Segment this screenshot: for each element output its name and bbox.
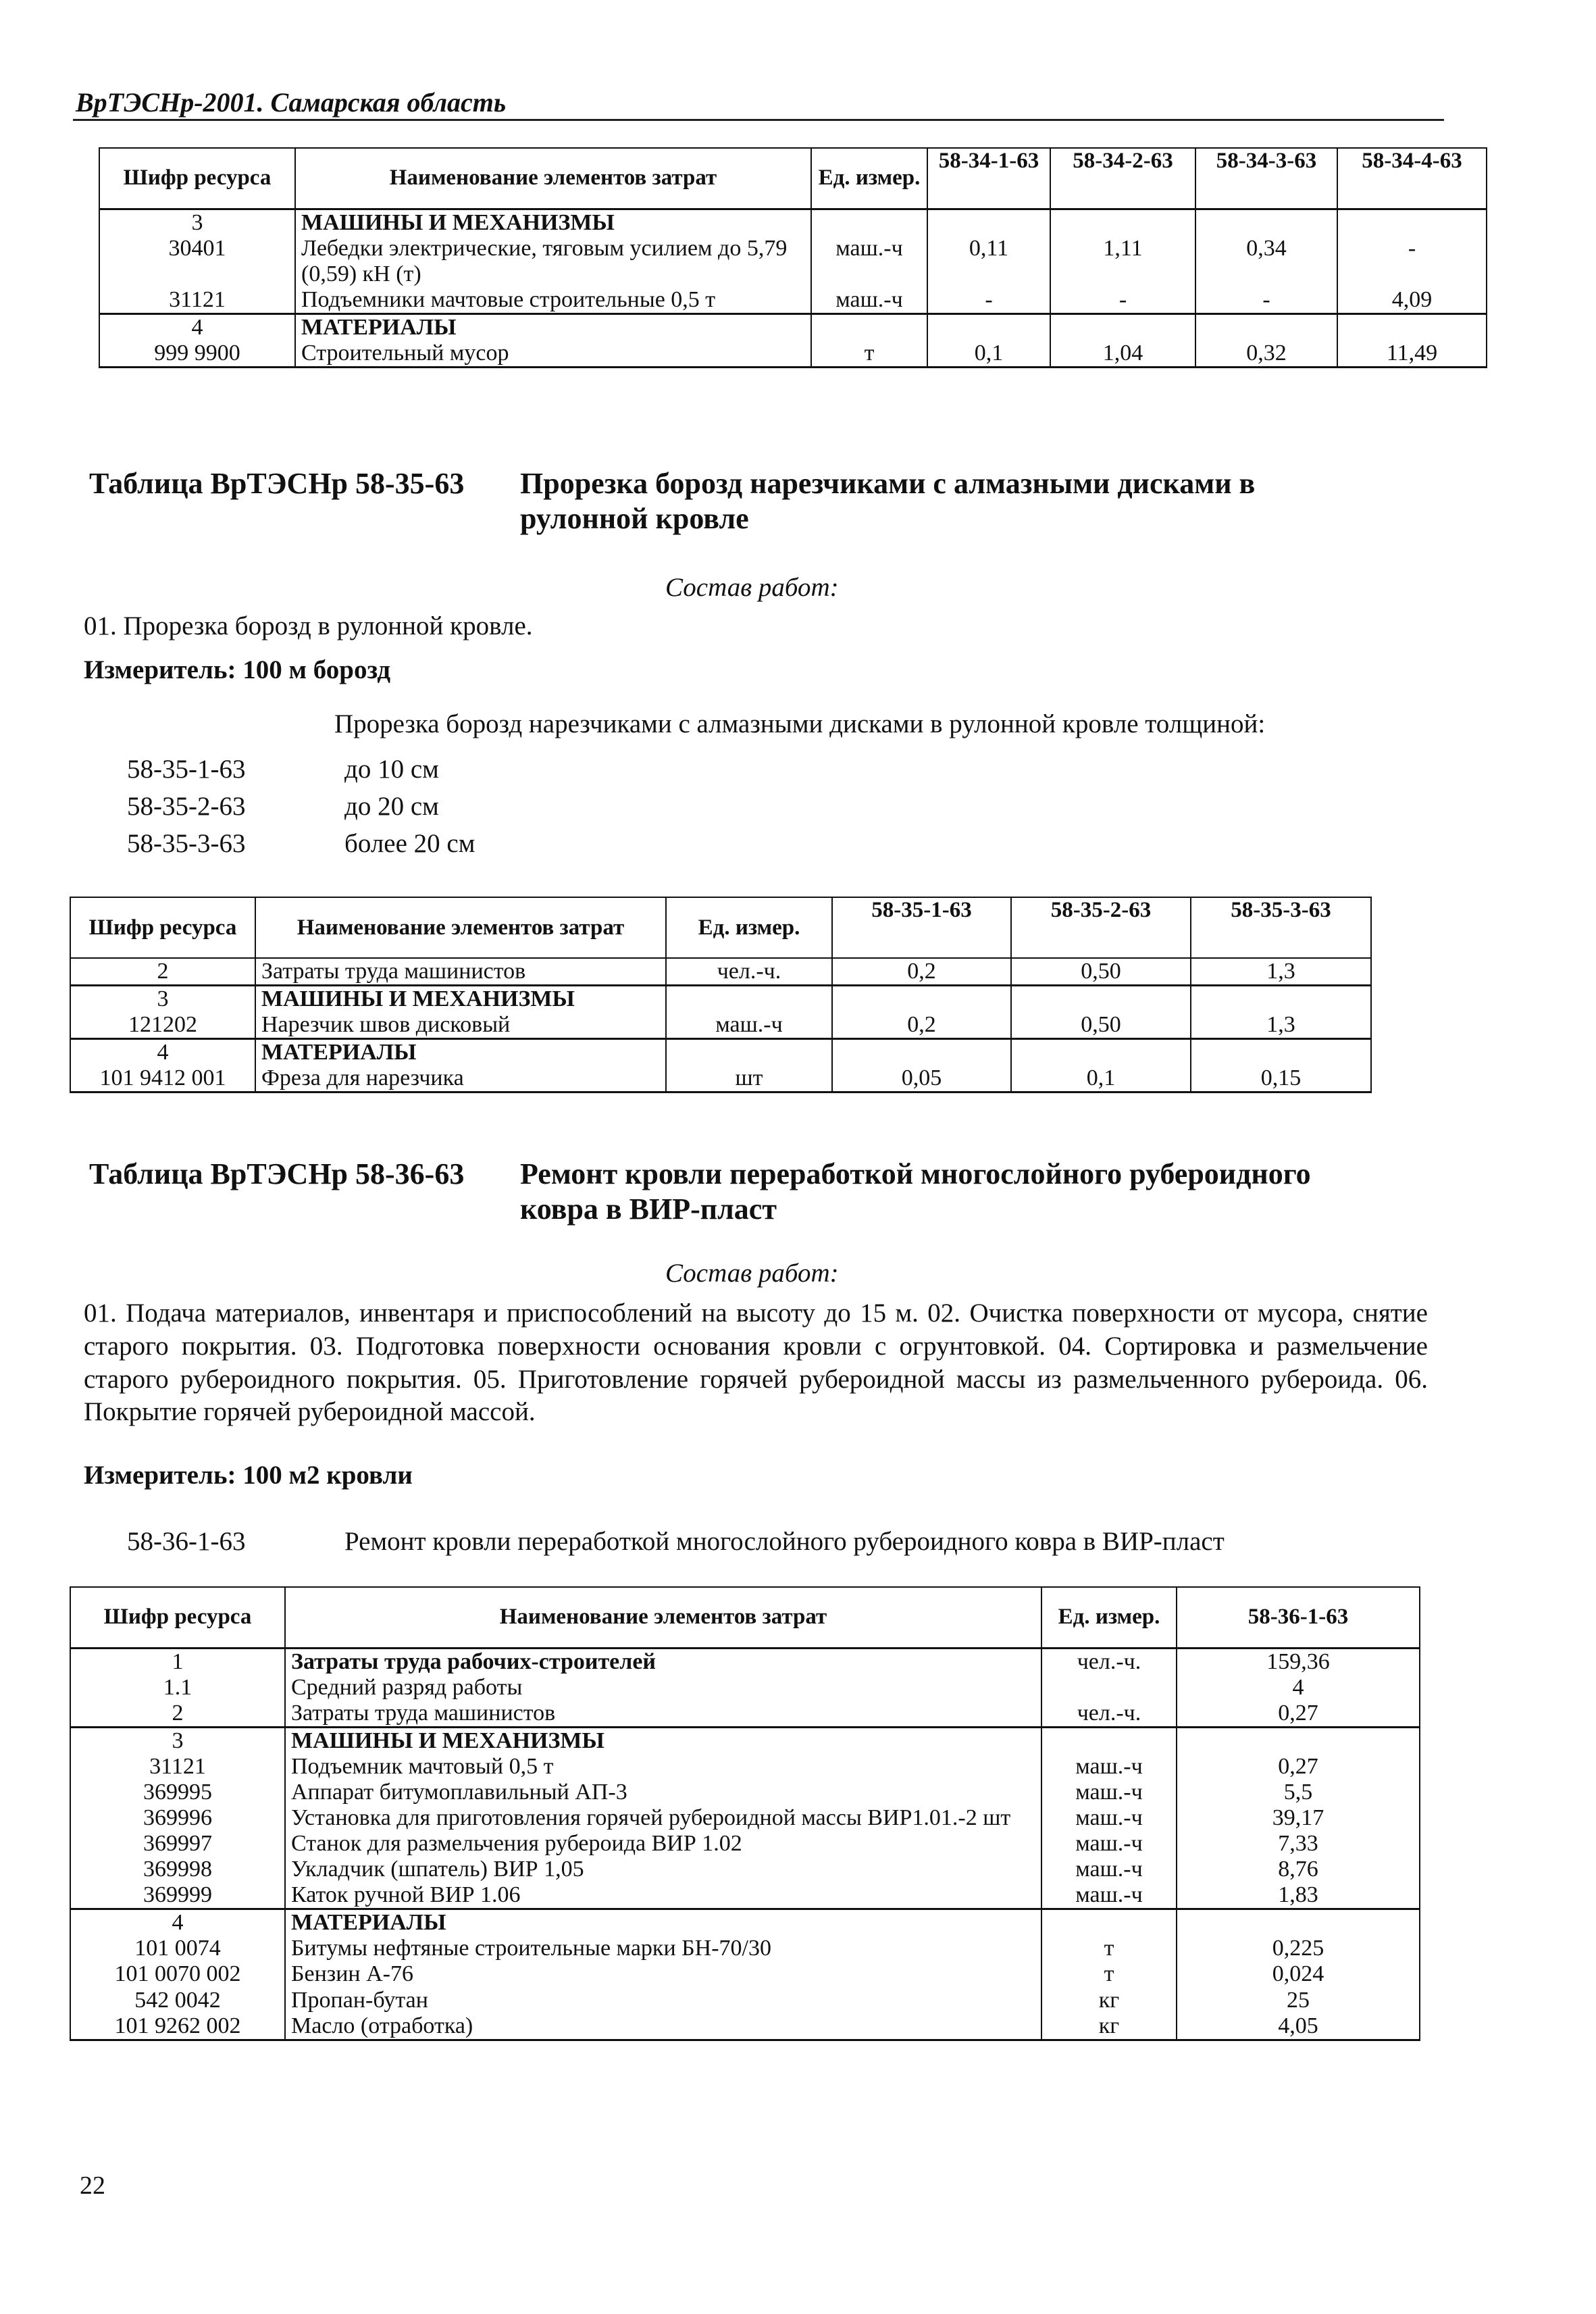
- header-rule: [73, 119, 1444, 121]
- cell-unit: [1041, 1675, 1177, 1701]
- cell-code: 4: [70, 1909, 285, 1936]
- cell-name: Строительный мусор: [295, 341, 811, 368]
- cell-value: 0,2: [832, 1012, 1011, 1039]
- cell-code: 369996: [70, 1805, 285, 1831]
- variant-text: более 20 см: [344, 829, 475, 858]
- cell-unit: маш.-ч: [811, 287, 927, 314]
- cell-unit: т: [1041, 1936, 1177, 1961]
- header-name: Наименование элементов затрат: [295, 148, 811, 209]
- cell-value: 8,76: [1177, 1857, 1420, 1882]
- cell-code: 369998: [70, 1857, 285, 1882]
- table-row: [99, 313, 1487, 341]
- cell-name: МАШИНЫ И МЕХАНИЗМЫ: [285, 1727, 1041, 1754]
- cell-value: [1011, 1039, 1191, 1066]
- variant-text: до 10 см: [344, 755, 439, 784]
- cell-value: 0,15: [1191, 1065, 1371, 1092]
- cell-unit: [666, 1039, 832, 1066]
- cell-unit: маш.-ч: [811, 236, 927, 287]
- cell-value: 0,50: [1011, 958, 1191, 986]
- cell-name: Средний разряд работы: [285, 1675, 1041, 1701]
- cell-code: 4: [99, 313, 295, 341]
- cell-unit: [811, 209, 927, 236]
- table-row: [70, 958, 1371, 986]
- variant-code: 58-35-2-63: [127, 792, 246, 821]
- header-code: Шифр ресурса: [99, 148, 295, 209]
- cell-value: 0,27: [1177, 1701, 1420, 1728]
- table-row: [99, 209, 1487, 236]
- cell-name: Масло (отработка): [285, 2013, 1041, 2040]
- variant-code: 58-36-1-63: [127, 1527, 246, 1556]
- cell-unit: маш.-ч: [1041, 1754, 1177, 1780]
- cell-value: 0,27: [1177, 1754, 1420, 1780]
- cell-unit: маш.-ч: [666, 1012, 832, 1039]
- cell-unit: маш.-ч: [1041, 1831, 1177, 1857]
- cell-value: 1,83: [1177, 1882, 1420, 1909]
- header-name: Наименование элементов затрат: [255, 897, 666, 958]
- header-unit: Ед. измер.: [1041, 1587, 1177, 1648]
- table-58-36: [70, 1586, 1420, 2041]
- cell-code: 121202: [70, 1012, 255, 1039]
- cell-unit: чел.-ч.: [666, 958, 832, 986]
- cell-code: 2: [70, 958, 255, 986]
- cell-value: 0,34: [1195, 236, 1337, 287]
- cell-code: 999 9900: [99, 341, 295, 368]
- cell-code: 1.1: [70, 1675, 285, 1701]
- cell-value: [1050, 209, 1195, 236]
- table-label-58-35: Таблица ВрТЭСНр 58-35-63: [89, 467, 465, 500]
- cell-value: [1195, 313, 1337, 341]
- table-row: [70, 986, 1371, 1013]
- table-row: [70, 1727, 1420, 1754]
- cell-value: -: [1050, 287, 1195, 314]
- cell-name: Затраты труда машинистов: [285, 1701, 1041, 1728]
- cell-name: Нарезчик швов дисковый: [255, 1012, 666, 1039]
- cell-name: МАТЕРИАЛЫ: [285, 1909, 1041, 1936]
- cell-code: 30401: [99, 236, 295, 287]
- cell-code: 369997: [70, 1831, 285, 1857]
- cell-unit: [1041, 1727, 1177, 1754]
- header-col: 58-34-4-63: [1337, 148, 1487, 209]
- header-unit: Ед. измер.: [811, 148, 927, 209]
- cell-code: 101 0070 002: [70, 1961, 285, 1987]
- cell-value: 159,36: [1177, 1648, 1420, 1675]
- header-col: 58-34-1-63: [927, 148, 1050, 209]
- cell-code: 4: [70, 1039, 255, 1066]
- cell-code: 3: [70, 986, 255, 1013]
- meter-label: Измеритель: 100 м2 кровли: [84, 1461, 413, 1490]
- section-title-line: ковра в ВИР-пласт: [520, 1192, 777, 1226]
- section-title-58-36: [520, 1157, 1398, 1227]
- cell-value: [927, 313, 1050, 341]
- running-header: ВрТЭСНр-2001. Самарская область: [76, 87, 507, 118]
- cell-value: 0,2: [832, 958, 1011, 986]
- cell-value: 5,5: [1177, 1780, 1420, 1805]
- table-row: [99, 236, 1487, 287]
- table-row: [70, 1909, 1420, 1936]
- table-row: [99, 287, 1487, 314]
- cell-code: 101 9412 001: [70, 1065, 255, 1092]
- meter-label: Измеритель: 100 м борозд: [84, 655, 391, 684]
- cell-unit: кг: [1041, 1988, 1177, 2013]
- table-row: [70, 1754, 1420, 1780]
- table-row: [70, 1988, 1420, 2013]
- cell-name: Аппарат битумоплавильный АП-3: [285, 1780, 1041, 1805]
- table-row: [70, 1675, 1420, 1701]
- table-row: [70, 1780, 1420, 1805]
- cell-name: Укладчик (шпатель) ВИР 1,05: [285, 1857, 1041, 1882]
- composition-label: Состав работ:: [665, 573, 839, 602]
- cell-value: 1,11: [1050, 236, 1195, 287]
- cell-value: 39,17: [1177, 1805, 1420, 1831]
- section-title-line: Ремонт кровли переработкой многослойного рубероидного: [520, 1157, 1311, 1190]
- cell-name: МАТЕРИАЛЫ: [255, 1039, 666, 1066]
- header-unit: Ед. измер.: [666, 897, 832, 958]
- cell-value: 7,33: [1177, 1831, 1420, 1857]
- cell-unit: шт: [666, 1065, 832, 1092]
- cell-value: [1195, 209, 1337, 236]
- cell-code: 542 0042: [70, 1988, 285, 2013]
- cell-value: [832, 1039, 1011, 1066]
- cell-name: Подъемник мачтовый 0,5 т: [285, 1754, 1041, 1780]
- variant-text: Ремонт кровли переработкой многослойного рубероидного ковра в ВИР-пласт: [344, 1527, 1225, 1556]
- cell-value: 0,50: [1011, 1012, 1191, 1039]
- header-col: 58-35-3-63: [1191, 897, 1371, 958]
- table-row: [70, 1701, 1420, 1728]
- cell-value: 4,09: [1337, 287, 1487, 314]
- header-name: Наименование элементов затрат: [285, 1587, 1041, 1648]
- section-title-line: Прорезка борозд нарезчиками с алмазными дисками в: [520, 467, 1256, 500]
- cell-value: 25: [1177, 1988, 1420, 2013]
- cell-name: Пропан-бутан: [285, 1988, 1041, 2013]
- table-row: [99, 341, 1487, 368]
- cell-code: 31121: [70, 1754, 285, 1780]
- cell-value: 4,05: [1177, 2013, 1420, 2040]
- cell-name: Битумы нефтяные строительные марки БН-70/30: [285, 1936, 1041, 1961]
- cell-unit: т: [811, 341, 927, 368]
- cell-value: [1337, 313, 1487, 341]
- cell-value: 0,225: [1177, 1936, 1420, 1961]
- cell-value: [1191, 986, 1371, 1013]
- cell-value: [1191, 1039, 1371, 1066]
- cell-value: 1,04: [1050, 341, 1195, 368]
- table-58-35: [70, 897, 1372, 1093]
- cell-code: 101 9262 002: [70, 2013, 285, 2040]
- cell-value: [1177, 1909, 1420, 1936]
- cell-name: Станок для размельчения рубероида ВИР 1.02: [285, 1831, 1041, 1857]
- variants-description: Прорезка борозд нарезчиками с алмазными дисками в рулонной кровле толщиной:: [334, 709, 1266, 738]
- cell-value: 0,024: [1177, 1961, 1420, 1987]
- cell-value: [1177, 1727, 1420, 1754]
- cell-name: Затраты труда машинистов: [255, 958, 666, 986]
- table-row: [70, 1648, 1420, 1675]
- cell-unit: чел.-ч.: [1041, 1701, 1177, 1728]
- header-col: 58-34-2-63: [1050, 148, 1195, 209]
- cell-name: Фреза для нарезчика: [255, 1065, 666, 1092]
- header-col: 58-36-1-63: [1177, 1587, 1420, 1648]
- cell-code: 3: [70, 1727, 285, 1754]
- table-row: [70, 1936, 1420, 1961]
- table-row: [70, 1831, 1420, 1857]
- cell-name: Подъемники мачтовые строительные 0,5 т: [295, 287, 811, 314]
- page-number: 22: [80, 2171, 105, 2200]
- cell-value: 0,32: [1195, 341, 1337, 368]
- cell-value: 4: [1177, 1675, 1420, 1701]
- cell-unit: [666, 986, 832, 1013]
- cell-unit: маш.-ч: [1041, 1882, 1177, 1909]
- variant-code: 58-35-1-63: [127, 755, 246, 784]
- header-code: Шифр ресурса: [70, 897, 255, 958]
- table-row: [70, 1961, 1420, 1987]
- header-col: 58-35-1-63: [832, 897, 1011, 958]
- table-row: [70, 1012, 1371, 1039]
- cell-value: [1011, 986, 1191, 1013]
- cell-code: 369999: [70, 1882, 285, 1909]
- cell-name: Затраты труда рабочих-строителей: [285, 1648, 1041, 1675]
- cell-value: [832, 986, 1011, 1013]
- section-title-line: рулонной кровле: [520, 501, 749, 535]
- cell-unit: т: [1041, 1961, 1177, 1987]
- cell-name: МАТЕРИАЛЫ: [295, 313, 811, 341]
- cell-value: -: [1195, 287, 1337, 314]
- table-58-34: [99, 147, 1487, 368]
- cell-unit: маш.-ч: [1041, 1805, 1177, 1831]
- cell-value: 11,49: [1337, 341, 1487, 368]
- variant-text: до 20 см: [344, 792, 439, 821]
- cell-code: 3: [99, 209, 295, 236]
- cell-unit: кг: [1041, 2013, 1177, 2040]
- cell-value: -: [927, 287, 1050, 314]
- header-col: 58-34-3-63: [1195, 148, 1337, 209]
- cell-code: 2: [70, 1701, 285, 1728]
- cell-value: 0,05: [832, 1065, 1011, 1092]
- cell-value: 0,1: [1011, 1065, 1191, 1092]
- table-row: [70, 1882, 1420, 1909]
- cell-value: 0,1: [927, 341, 1050, 368]
- table-row: [70, 1805, 1420, 1831]
- cell-value: 0,11: [927, 236, 1050, 287]
- cell-unit: [1041, 1909, 1177, 1936]
- variant-code: 58-35-3-63: [127, 829, 246, 858]
- cell-code: 1: [70, 1648, 285, 1675]
- cell-value: [1337, 209, 1487, 236]
- cell-unit: [811, 313, 927, 341]
- cell-unit: чел.-ч.: [1041, 1648, 1177, 1675]
- section-title-58-35: [520, 466, 1398, 536]
- cell-unit: маш.-ч: [1041, 1780, 1177, 1805]
- composition-text: 01. Прорезка борозд в рулонной кровле.: [84, 611, 533, 640]
- cell-unit: маш.-ч: [1041, 1857, 1177, 1882]
- cell-name: Лебедки электрические, тяговым усилием до 5,79 (0,59) кН (т): [295, 236, 811, 287]
- cell-name: Установка для приготовления горячей рубероидной массы ВИР1.01.-2 шт: [285, 1805, 1041, 1831]
- cell-value: 1,3: [1191, 1012, 1371, 1039]
- table-row: [70, 1065, 1371, 1092]
- cell-code: 31121: [99, 287, 295, 314]
- header-code: Шифр ресурса: [70, 1587, 285, 1648]
- cell-code: 369995: [70, 1780, 285, 1805]
- cell-name: МАШИНЫ И МЕХАНИЗМЫ: [255, 986, 666, 1013]
- header-col: 58-35-2-63: [1011, 897, 1191, 958]
- cell-name: МАШИНЫ И МЕХАНИЗМЫ: [295, 209, 811, 236]
- composition-text: 01. Подача материалов, инвентаря и приспособлений на высоту до 15 м. 02. Очистка поверхности от мусора, снятие старого покрытия. 03. Подготовка поверхности основания кровли с огрунтовкой. 04. Сортировка и размельчение старого рубероидного покрытия. 05. Приготовление горячей рубероидной массы из размельченного рубероида. 06. Покрытие горячей рубероидной массой.: [84, 1299, 1428, 1427]
- table-row: [70, 1039, 1371, 1066]
- cell-value: -: [1337, 236, 1487, 287]
- table-label-58-36: Таблица ВрТЭСНр 58-36-63: [89, 1157, 465, 1190]
- cell-name: Бензин А-76: [285, 1961, 1041, 1987]
- cell-value: [927, 209, 1050, 236]
- table-row: [70, 2013, 1420, 2040]
- table-row: [70, 1857, 1420, 1882]
- cell-value: [1050, 313, 1195, 341]
- composition-label: Состав работ:: [665, 1259, 839, 1288]
- cell-code: 101 0074: [70, 1936, 285, 1961]
- cell-name: Каток ручной ВИР 1.06: [285, 1882, 1041, 1909]
- cell-value: 1,3: [1191, 958, 1371, 986]
